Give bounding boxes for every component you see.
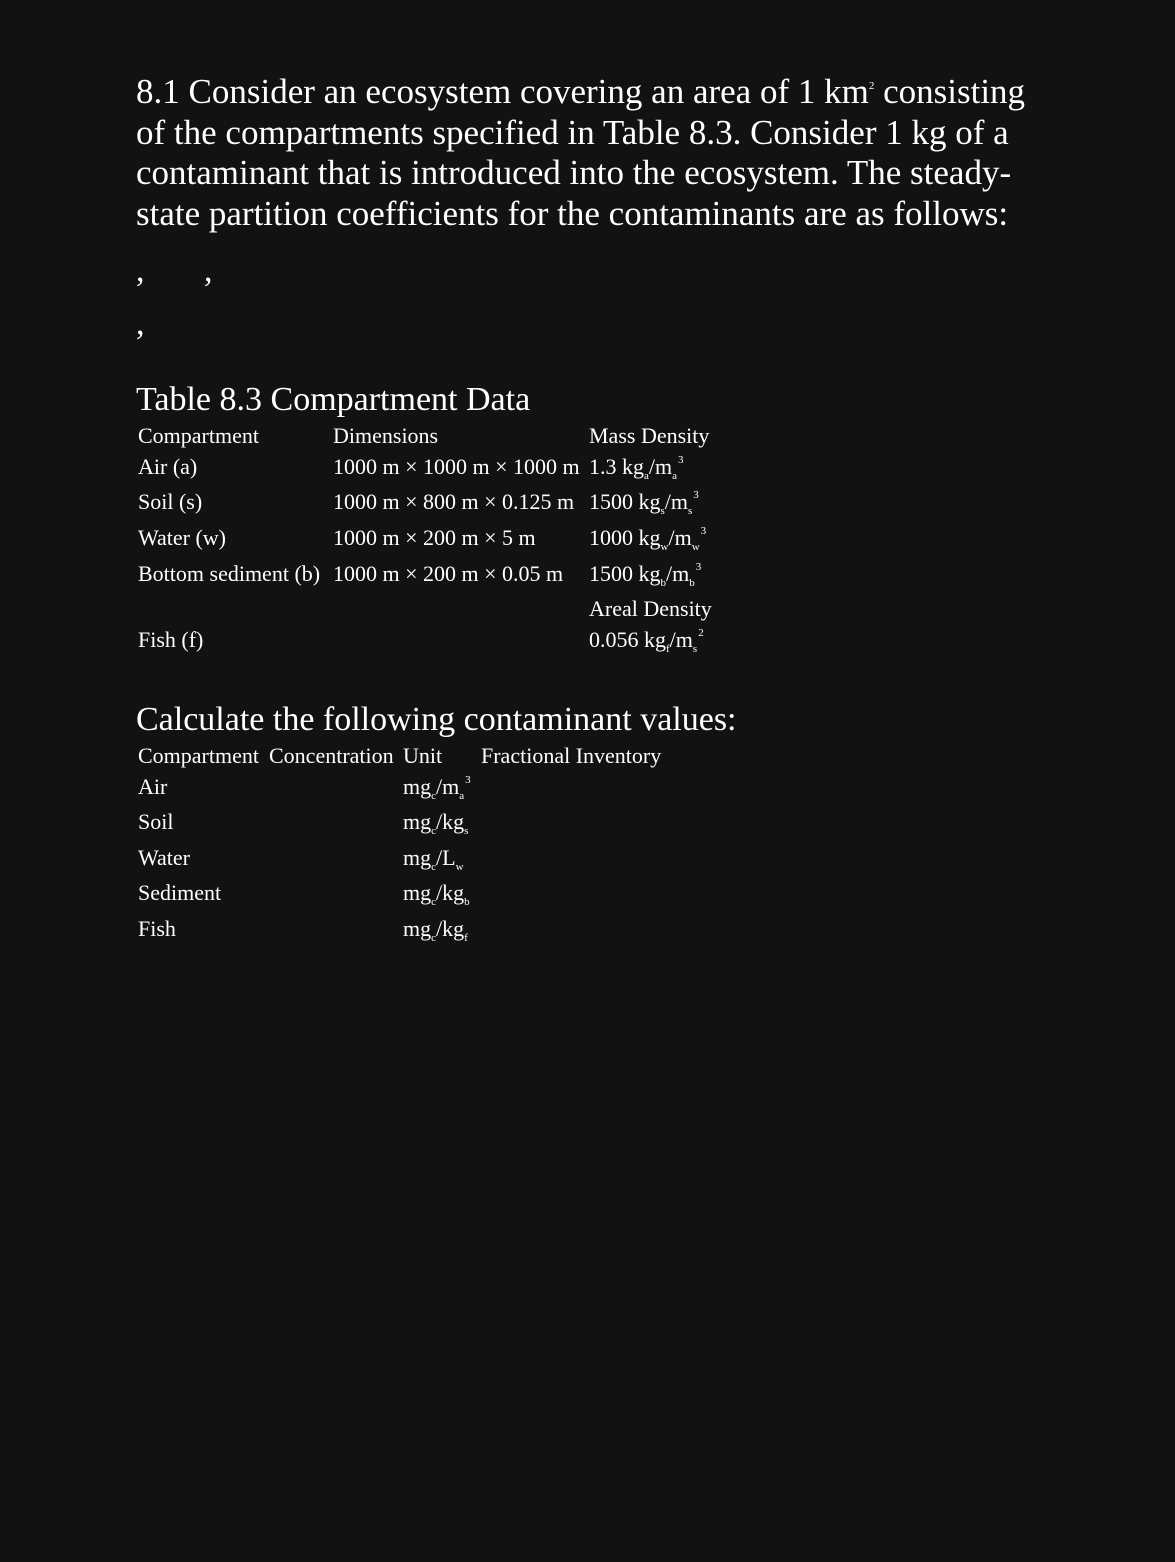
problem-line-3: contaminant that is introduced into the ecosystem. The steady- [136,153,1012,192]
table-row-compartment-fish: Fish (f) [138,627,204,652]
calc-row-compartment: Sediment [138,880,222,905]
calc-row-unit: $mg_c/kg_f$ [403,916,468,944]
comma-2: , [204,252,213,289]
calc-row-compartment: Water [138,845,190,870]
comma-1: , [136,252,145,289]
table-row-density: 1.3 $kg_a/m_a^3$ [589,454,684,482]
table-row-density-fish: 0.056 $kg_f/m_s^2$ [589,627,704,655]
calc-header-concentration: Concentration [269,743,394,768]
table-row-dimensions: 1000 m × 200 m × 0.05 m [333,561,564,586]
table-row-density: 1000 $kg_w/m_w^3$ [589,525,707,553]
problem-line-4: state partition coefficients for the contaminants are as follows: [136,193,1009,233]
table-header-areal-density: Areal Density [589,596,712,621]
calc-row-unit: $mg_c/kg_s$ [403,809,469,837]
table-row-dimensions: 1000 m × 1000 m × 1000 m [333,454,580,479]
table-row-compartment: Bottom sediment (b) [138,561,321,586]
problem-line-2: of the compartments specified in Table 8.3. Consider 1 kg of a [136,112,1009,152]
table-header-compartment: Compartment [138,423,259,448]
calc-row-unit: $mg_c/L_w$ [403,845,464,873]
calc-header-compartment: Compartment [138,743,259,768]
calc-row-compartment: Air [138,774,168,799]
problem-statement [136,72,1036,234]
table-row-dimensions: 1000 m × 800 m × 0.125 m [333,489,575,514]
calc-row-unit: $mg_c/kg_b$ [403,880,470,908]
table-title: Table 8.3 Compartment Data [136,381,531,418]
table-header-mass-density: Mass Density [589,423,710,448]
calc-title: Calculate the following contaminant values: [136,701,737,738]
table-header-dimensions: Dimensions [333,423,439,448]
table-row-density: 1500 $kg_s/m_s^3$ [589,489,699,517]
problem-line-1: 8.1 Consider an ecosystem covering an area of 1 $km^2$ consisting [136,72,1026,111]
comma-3: , [136,305,145,342]
calc-row-compartment: Soil [138,809,174,834]
table-row-compartment: Soil (s) [138,489,203,514]
calc-row-compartment: Fish [138,916,176,941]
calc-row-unit: $mg_c/m_a^3$ [403,774,471,802]
table-row-density: 1500 $kg_b/m_b^3$ [589,561,702,589]
table-row-compartment: Air (a) [138,454,198,479]
table-row-dimensions: 1000 m × 200 m × 5 m [333,525,536,550]
table-row-compartment: Water (w) [138,525,227,550]
calc-header-unit: Unit [403,743,443,768]
calc-header-fractional-inventory: Fractional Inventory [481,743,662,768]
